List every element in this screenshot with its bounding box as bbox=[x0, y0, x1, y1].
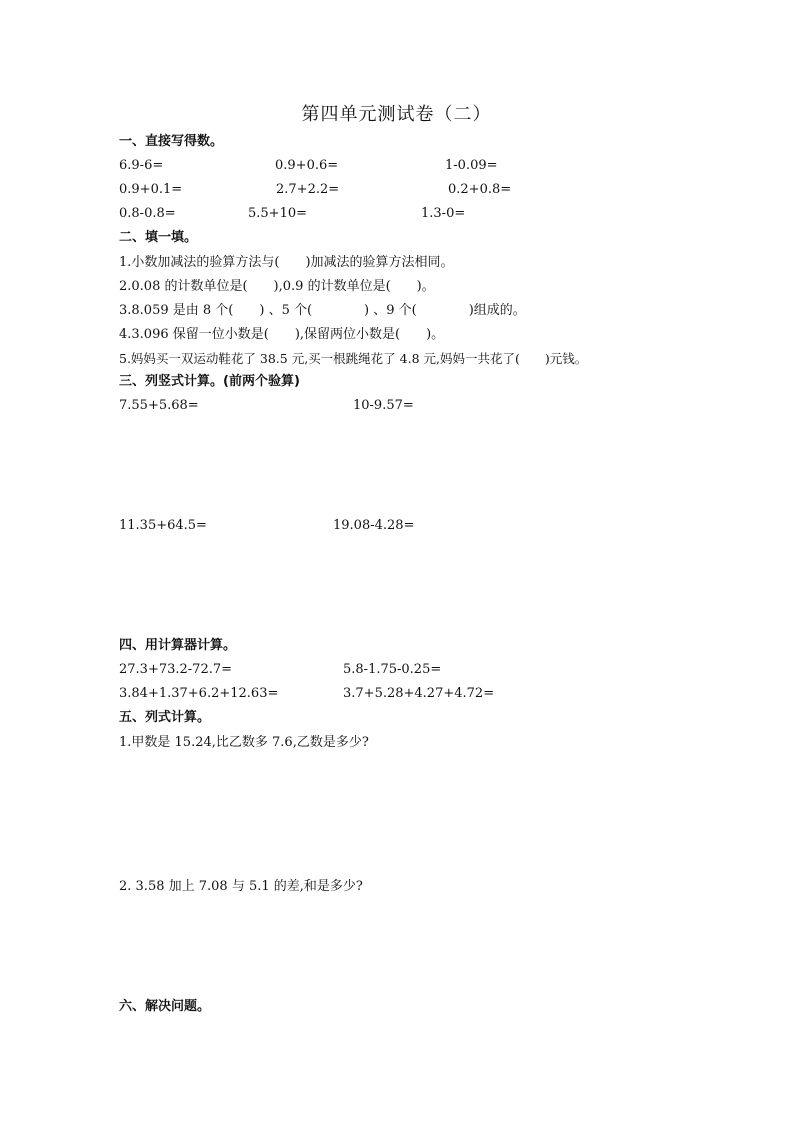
equation-question-1: 1.甲数是 15.24,比乙数多 7.6,乙数是多少? bbox=[119, 735, 369, 750]
oral-problem: 0.9+0.6= bbox=[275, 158, 339, 173]
fill-in-question: 3.8.059 是由 8 个( ) 、5 个( ) 、9 个( )组成的。 bbox=[119, 303, 526, 318]
vertical-problem: 10-9.57= bbox=[353, 398, 414, 413]
oral-problem: 0.2+0.8= bbox=[448, 182, 512, 197]
oral-problem: 6.9-6= bbox=[119, 158, 164, 173]
oral-problem: 1-0.09= bbox=[445, 158, 498, 173]
oral-problem: 0.9+0.1= bbox=[119, 182, 183, 197]
vertical-problem: 19.08-4.28= bbox=[333, 518, 415, 533]
section-heading-equations: 五、列式计算。 bbox=[119, 710, 211, 725]
vertical-problem: 7.55+5.68= bbox=[119, 398, 199, 413]
section-heading-calculator: 四、用计算器计算。 bbox=[119, 638, 237, 653]
equation-question-2: 2. 3.58 加上 7.08 与 5.1 的差,和是多少? bbox=[119, 879, 363, 894]
section-heading-problem-solving: 六、解决问题。 bbox=[119, 999, 211, 1014]
calculator-problem: 5.8-1.75-0.25= bbox=[343, 662, 442, 677]
fill-in-question: 1.小数加减法的验算方法与( )加减法的验算方法相同。 bbox=[119, 255, 454, 270]
oral-problem: 1.3-0= bbox=[421, 206, 466, 221]
calculator-problem: 3.7+5.28+4.27+4.72= bbox=[343, 686, 495, 701]
fill-in-question: 5.妈妈买一双运动鞋花了 38.5 元,买一根跳绳花了 4.8 元,妈妈一共花了( )元钱。 bbox=[119, 351, 588, 366]
oral-problem: 2.7+2.2= bbox=[276, 182, 340, 197]
section-heading-direct-answers: 一、直接写得数。 bbox=[119, 134, 224, 149]
fill-in-question: 4.3.096 保留一位小数是( ),保留两位小数是( )。 bbox=[119, 327, 445, 342]
section-heading-vertical-calculation: 三、列竖式计算。(前两个验算) bbox=[119, 374, 300, 389]
oral-problem: 5.5+10= bbox=[248, 206, 308, 221]
page-title: 第四单元测试卷（二） bbox=[301, 104, 492, 125]
oral-problem: 0.8-0.8= bbox=[119, 206, 176, 221]
vertical-problem: 11.35+64.5= bbox=[119, 518, 207, 533]
calculator-problem: 3.84+1.37+6.2+12.63= bbox=[119, 686, 279, 701]
fill-in-question: 2.0.08 的计数单位是( ),0.9 的计数单位是( )。 bbox=[119, 279, 435, 294]
calculator-problem: 27.3+73.2-72.7= bbox=[119, 662, 233, 677]
section-heading-fill-in: 二、填一填。 bbox=[119, 230, 198, 245]
